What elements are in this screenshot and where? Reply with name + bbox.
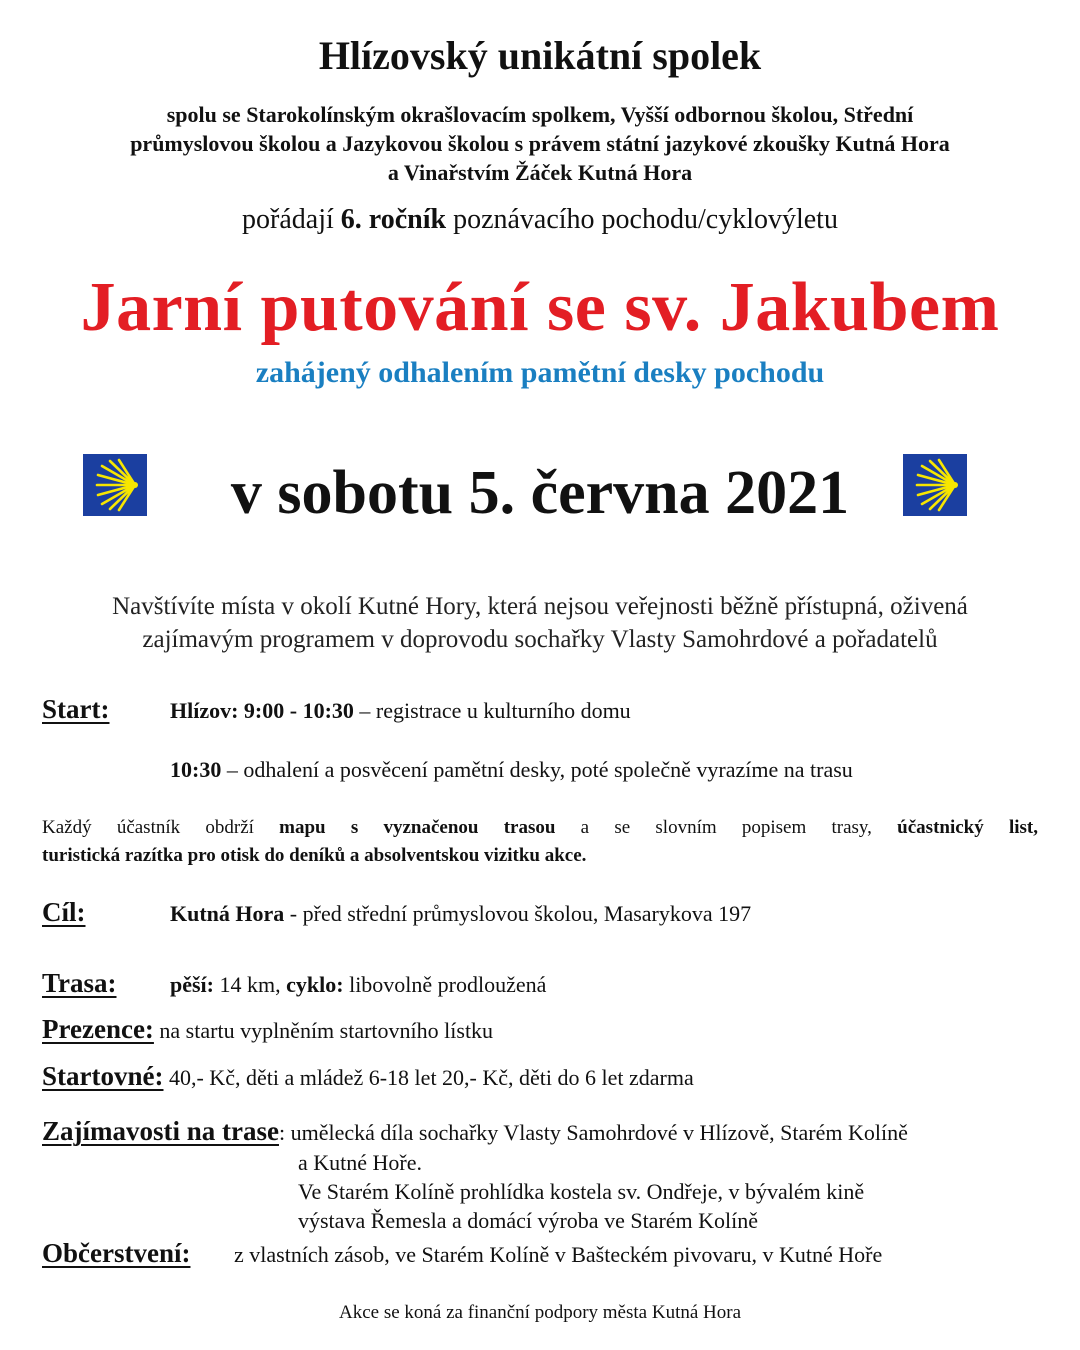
attractions-line: výstava Řemesla a domácí výroba ve Starém Kolíně <box>298 1208 759 1233</box>
registration-row: Prezence: na startu vyplněním startovního lístku <box>42 1014 494 1044</box>
attractions-line: a Kutné Hoře. <box>298 1150 423 1175</box>
refreshments-label: Občerstvení: <box>42 1238 191 1268</box>
fee-row: Startovné: 40,- Kč, děti a mládež 6-18 let 20,- Kč, děti do 6 let zdarma <box>42 1061 694 1091</box>
registration-label: Prezence: <box>42 1014 154 1044</box>
participant-note: Každý účastník obdrží mapu s vyznačenou trasou a se slovním popisem trasy, účastnický list, turistická razítka pro otisk do deníků a absolventskou vizitku akce. <box>42 817 1039 866</box>
co-organizers <box>0 100 1080 187</box>
intro-text <box>0 590 1080 656</box>
start-label: Start: <box>42 694 110 724</box>
attractions-line: Ve Starém Kolíně prohlídka kostela sv. Ondřeje, v bývalém kině <box>298 1179 865 1204</box>
fee-label: Startovné: <box>42 1061 164 1091</box>
co-organizers-line: a Vinařstvím Žáček Kutná Hora <box>387 160 693 185</box>
intro-line: Navštívíte místa v okolí Kutné Hory, která nejsou veřejnosti běžně přístupná, oživená <box>112 593 968 620</box>
event-date: v sobotu 5. června 2021 <box>230 459 850 527</box>
attractions-label: Zajímavosti na trase <box>42 1116 279 1146</box>
finish-label: Cíl: <box>42 897 86 927</box>
attractions-row: Zajímavosti na trase: umělecká díla sochařky Vlasty Samohrdové v Hlízově, Starém Kolíně <box>42 1116 908 1146</box>
route-label: Trasa: <box>42 968 117 998</box>
footer-support: Akce se koná za finanční podpory města Kutná Hora <box>338 1302 742 1323</box>
finish-location: Kutná Hora - před střední průmyslovou školou, Masarykova 197 <box>170 901 752 926</box>
co-organizers-line: spolu se Starokolínským okrašlovacím spolkem, Vyšší odbornou školou, Střední <box>166 102 914 127</box>
scallop-shell-icon <box>903 454 967 516</box>
intro-line: zajímavým programem v doprovodu sochařky Vlasty Samohrdové a pořadatelů <box>142 626 938 653</box>
route-info: pěší: 14 km, cyklo: libovolně prodloužená <box>170 972 547 997</box>
event-title: Jarní putování se sv. Jakubem <box>80 269 1000 346</box>
organizer-title: Hlízovský unikátní spolek <box>318 33 762 78</box>
announcement: pořádají 6. ročník poznávacího pochodu/cyklovýletu <box>242 204 838 235</box>
refreshments-text: z vlastních zásob, ve Starém Kolíně v Bašteckém pivovaru, v Kutné Hoře <box>234 1242 883 1267</box>
event-subtitle: zahájený odhalením pamětní desky pochodu <box>255 356 825 389</box>
start-unveiling: 10:30 – odhalení a posvěcení pamětní desky, poté společně vyrazíme na trasu <box>170 757 853 782</box>
co-organizers-line: průmyslovou školou a Jazykovou školou s právem státní jazykové zkoušky Kutná Hora <box>130 131 950 156</box>
start-registration: Hlízov: 9:00 - 10:30 – registrace u kulturního domu <box>170 698 631 723</box>
